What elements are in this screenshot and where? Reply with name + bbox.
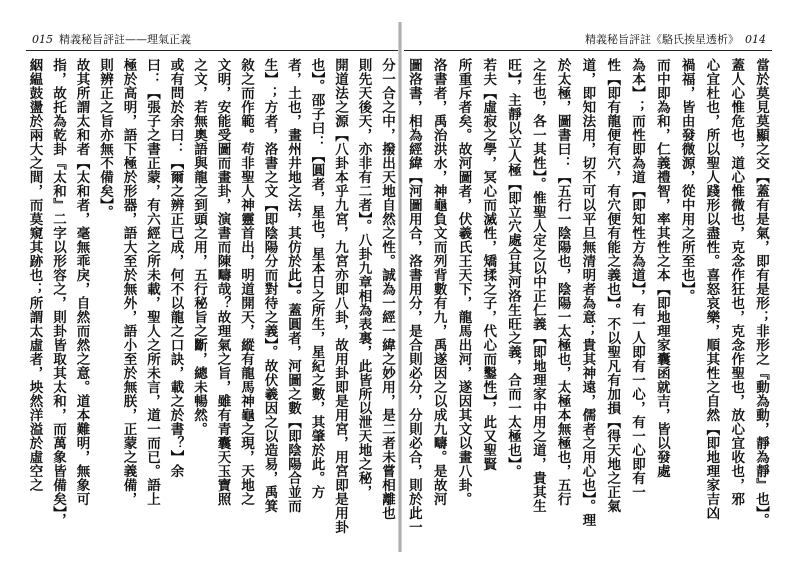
right-page-number: 014 (745, 32, 766, 46)
text-column: 性【即有龍便有穴，有穴便有能之義也】。不以聖凡有加損【得天地之正氣 (604, 58, 621, 514)
text-column: 文明，安能受圖而畫卦，演書而陳疇哉？故理氣之旨，雖有青囊天玉寶照 (214, 58, 231, 506)
text-column: 開道法之源【八卦本乎九宮，九宮亦即八卦，故用卦即是用宮，用宮即是用卦 (332, 58, 348, 534)
text-column: 而中即為和，仁義禮智，率其性之本【即地理家囊函就吉，皆以發處 (653, 58, 670, 478)
text-column: 極於高明，語下極於形器，語大至於無外，語小至於無朕，正蒙之義備， (120, 58, 137, 506)
text-column: 為本】；而性即為道【即知性方為道】，有一人即有一心，有一心即有一 (629, 58, 646, 500)
text-column: 曰：【張子之書正蒙，有六經之所未載，聖人之所未言，道一而已。語上 (144, 58, 160, 506)
right-page-body (404, 58, 772, 550)
left-header-rule (26, 50, 398, 51)
text-column: 旺】，主靜以立人極【即立穴處合其河洛生旺之義，合而一太極也】。 (505, 58, 522, 479)
text-column: 絪緼鼓盪於兩大之間，而莫窺其跡也；所謂太虛者，坱然洋溢於虛空之 (26, 58, 43, 492)
text-column: 禍福，皆由發微源，從中用之所至也】。 (678, 58, 695, 304)
left-page (26, 30, 398, 550)
text-column: 則先天後天，亦非有二者】。八卦九章相為表裏，此皆所以泄天地之秘， (355, 58, 372, 500)
right-page-header (404, 30, 772, 48)
right-text-columns (404, 58, 772, 550)
text-column: 當於莫見莫顯之交【蓋有是氣，即有是形；非形之『動為動，靜為靜』也】。 (753, 58, 769, 528)
text-column: 心宜杜也，所以聖人踐形以盡性。喜怒哀樂，順其性之自然【即地理家吉凶 (703, 58, 720, 520)
text-column: 生】；方者，洛書之文【即陰陽分而對待之義】。故伏羲因之以造易，禹箕 (261, 58, 278, 514)
text-column: 故其所謂太和者【太和者，毫無乖戾，自然而然之意。道本難明，無象可 (73, 58, 90, 506)
text-column: 敘之而作範。苟非聖人神靈首出，明道開天，縱有龍馬神龜之現，天地之 (238, 58, 254, 506)
right-header-rule (404, 50, 772, 51)
text-column: 者，土也，畫州井地之法，其仿於此】。蓋圓者，河圖之數【即陰陽合並而 (285, 58, 301, 514)
text-column: 洛書者，禹治洪水，神龜負文而列背數有九，禹遂因之以成九疇。是故河 (430, 58, 447, 506)
text-column: 蓋人心惟危也，道心惟微也，克念作狂也，克念作聖也，放心宜收也，邪 (728, 58, 745, 506)
text-column: 所重斥者矣。故河圖者，伏羲氏王天下，龍馬出河，遂因其文以畫八卦。 (455, 58, 472, 506)
text-column: 之生也，各一其性】。惟聖人定之以中正仁義【即地理家中用之道，貴其生 (529, 58, 546, 514)
left-page-number: 015 (32, 32, 53, 46)
text-column: 圖洛書，相為經緯【河圖用合，洛書用分，是合則必分，分則必合，則於此一 (405, 58, 422, 534)
left-text-columns (26, 58, 398, 550)
text-column: 分一合之中，撥出天地自然之性。誠為一經一緯之妙用，是二者未嘗相離也 (379, 58, 395, 520)
text-column: 則辨正之旨亦無不備矣】。 (97, 58, 113, 220)
text-column: 於太極，圖書曰：【五行一陰陽也，陰陽一太極也，太極本無極也，五行 (554, 58, 571, 506)
left-page-running-title: 精義秘旨評註——理氣正義 (59, 33, 191, 46)
right-page (404, 30, 772, 550)
text-column: 也】。邵子曰：【圓者，星也，星本日之所生，星紀之數，其肇於此。方 (308, 58, 325, 500)
text-column: 或有問於余曰：【爾之辨正已成，何不以龍之口訣，載之於書？】余 (167, 58, 184, 478)
right-page-running-title: 精義秘旨評註《駱氏挨星透析》 (585, 33, 739, 46)
text-column: 若夫【虛寂之學，冥心而滅性，矯揉之子，代心而鑿性】，此又聖賢 (480, 58, 497, 472)
left-page-header (26, 30, 398, 48)
text-column: 指，故托為乾卦『太和』二字以形容之，則卦皆取其太和，而萬象皆備矣】， (50, 58, 66, 528)
text-column: 道，即知法用，切不可以平旦無清明者為意；貴其神遠，儒者之用心也】。理 (579, 58, 596, 528)
text-column: 之文，若無奧語與龍之到頭之用，五行秘旨之斷，總未暢然。 (191, 58, 207, 436)
book-gutter (398, 22, 402, 552)
left-page-body (26, 58, 398, 550)
